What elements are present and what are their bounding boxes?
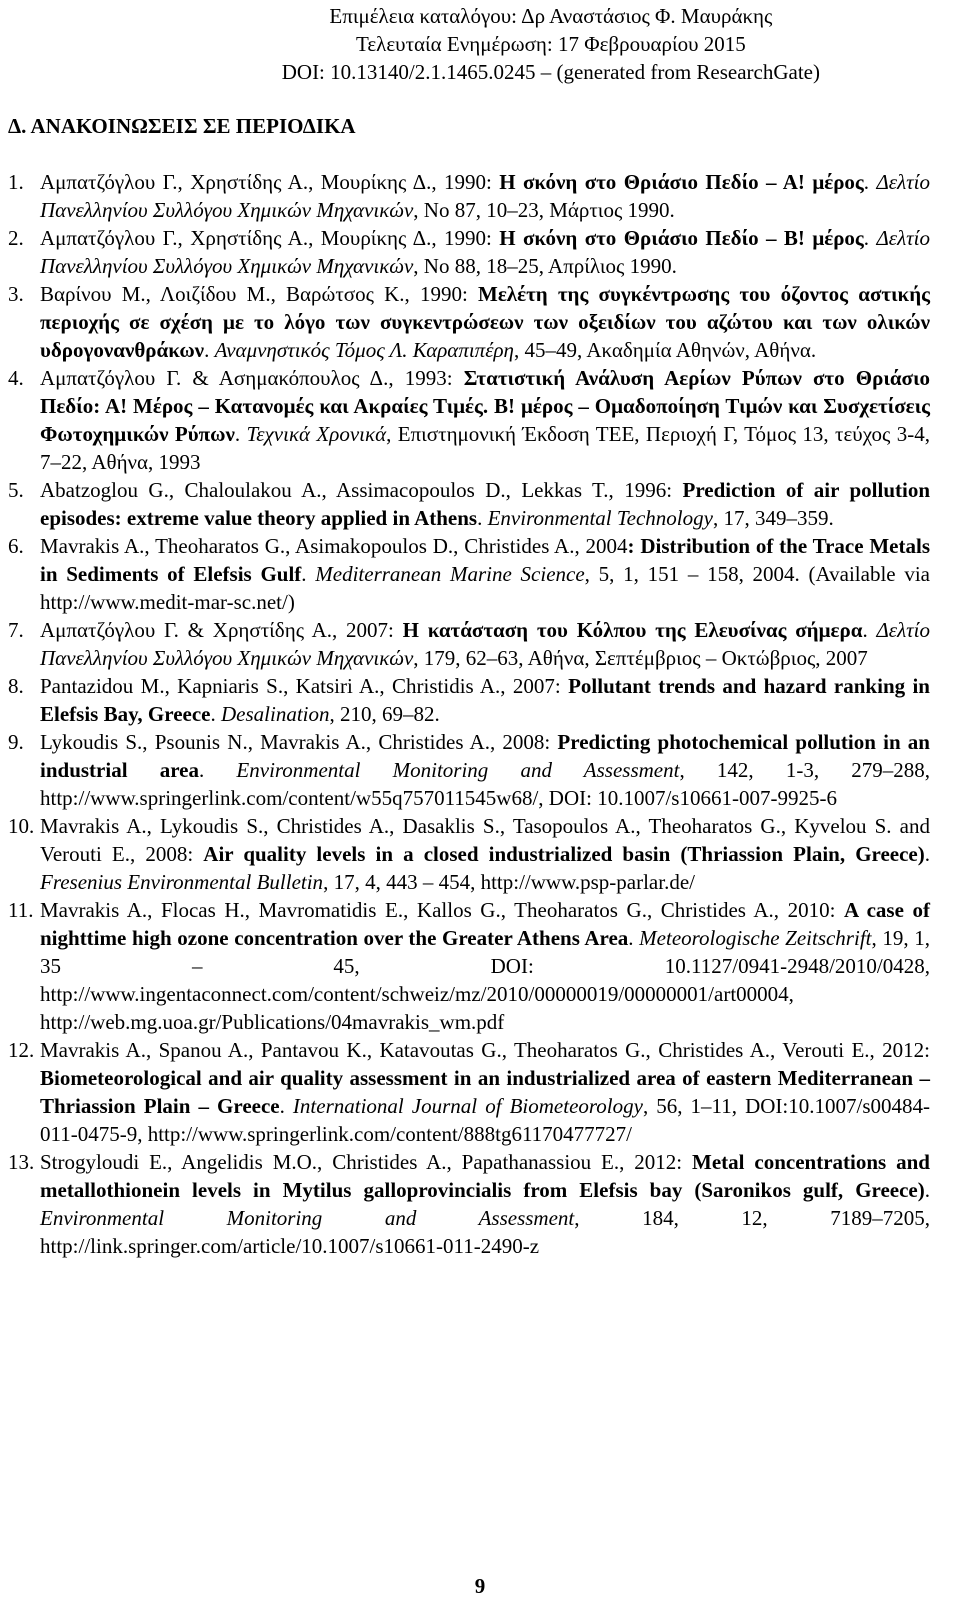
reference-item bbox=[8, 476, 930, 532]
reference-title: Prediction of air pollution episodes: extreme value theory applied in Athens bbox=[40, 478, 931, 530]
reference-journal: Environmental Monitoring and Assessment bbox=[236, 758, 680, 782]
reference-details: , 184, 12, 7189–7205, http://link.springer.com/article/10.1007/s10661-011-2490-z bbox=[40, 1206, 931, 1258]
reference-authors: Mavrakis A., Flocas H., Mavromatidis E., Kallos G., Theoharatos G., Christides A., 2010: bbox=[40, 898, 845, 922]
reference-details: , 17, 4, 443 – 454, http://www.psp-parlar.de/ bbox=[323, 870, 695, 894]
reference-title: Η κατάσταση του Κόλπου της Ελευσίνας σήμερα bbox=[402, 618, 863, 642]
reference-title: Air quality levels in a closed industrialized basin (Thriassion Plain, Greece) bbox=[203, 842, 925, 866]
reference-authors: Mavrakis A., Theoharatos G., Asimakopoulos D., Christides A., 2004 bbox=[40, 534, 628, 558]
reference-separator: . bbox=[279, 1094, 293, 1118]
reference-journal: Environmental Monitoring and Assessment bbox=[40, 1206, 575, 1230]
reference-journal: Δελτίο Πανελληνίου Συλλόγου Χημικών Μηχανικών bbox=[40, 170, 931, 222]
reference-journal: Desalination bbox=[221, 702, 330, 726]
reference-item bbox=[8, 1036, 930, 1148]
reference-authors: Mavrakis A., Spanou A., Pantavou K., Katavoutas G., Theoharatos G., Christides A., Verouti E., 2012: bbox=[40, 1038, 930, 1062]
reference-separator: . bbox=[301, 562, 316, 586]
reference-separator: . bbox=[204, 338, 215, 362]
reference-journal: Mediterranean Marine Science bbox=[315, 562, 585, 586]
reference-title: Στατιστική Ανάλυση Αερίων Ρύπων στο Θριάσιο Πεδίο: Α! Μέρος – Κατανομές και Ακραίες Τιμές. Β! μέρος – Ομαδοποίηση Τιμών και Συσχετίσεις Φωτοχημικών Ρύπων bbox=[40, 366, 930, 446]
reference-number: 4. bbox=[8, 366, 24, 390]
reference-number: 7. bbox=[8, 618, 24, 642]
header-editor-line: Επιμέλεια καταλόγου: Δρ Αναστάσιος Φ. Μαυράκης bbox=[329, 4, 773, 28]
reference-journal: Fresenius Environmental Bulletin bbox=[40, 870, 324, 894]
reference-details: , 5, 1, 151 – 158, 2004. (Available via http://www.medit-mar-sc.net/) bbox=[40, 562, 930, 614]
reference-details: , Νο 88, 18–25, Απρίλιος 1990. bbox=[413, 254, 677, 278]
reference-number: 3. bbox=[8, 282, 24, 306]
reference-separator: . bbox=[210, 702, 221, 726]
reference-number: 13. bbox=[8, 1150, 35, 1174]
reference-title: Predicting photochemical pollution in an industrial area bbox=[40, 730, 930, 782]
reference-number: 2. bbox=[8, 226, 24, 250]
reference-journal: Δελτίο Πανελληνίου Συλλόγου Χημικών Μηχανικών bbox=[40, 226, 931, 278]
reference-journal: Environmental Technology bbox=[487, 506, 713, 530]
reference-journal: Αναμνηστικός Τόμος Λ. Καραπιπέρη bbox=[214, 338, 514, 362]
reference-item bbox=[8, 728, 930, 812]
reference-title: Metal concentrations and metallothionein levels in Mytilus galloprovincialis from Elefsis bay (Saronikos gulf, Greece) bbox=[40, 1150, 930, 1202]
reference-number: 6. bbox=[8, 534, 24, 558]
reference-list bbox=[8, 168, 930, 1260]
reference-separator: . bbox=[863, 226, 877, 250]
reference-number: 8. bbox=[8, 674, 24, 698]
reference-item bbox=[8, 896, 930, 1036]
reference-item bbox=[8, 364, 930, 476]
reference-item bbox=[8, 224, 930, 280]
reference-title: Pollutant trends and hazard ranking in Elefsis Bay, Greece bbox=[40, 674, 930, 726]
reference-separator: . bbox=[234, 422, 247, 446]
reference-item bbox=[8, 672, 930, 728]
reference-details: , 19, 1, 35 – 45, DOI: 10.1127/0941-2948/2010/0428, http://www.ingentaconnect.com/content/schweiz/mz/2010/00000019/00000001/art00004, http://web.mg.uoa.gr/Publications/04mavrakis_wm.pdf bbox=[40, 926, 931, 1034]
reference-title: Biometeorological and air quality assessment in an industrialized area of eastern Mediterranean – Thriassion Plain – Greece bbox=[40, 1066, 930, 1118]
reference-authors: Pantazidou M., Kapniaris S., Katsiri A., Christidis A., 2007: bbox=[40, 674, 569, 698]
reference-item bbox=[8, 280, 930, 364]
reference-journal: Δελτίο Πανελληνίου Συλλόγου Χημικών Μηχανικών bbox=[40, 618, 931, 670]
reference-number: 9. bbox=[8, 730, 24, 754]
reference-title: : Distribution of the Trace Metals in Sediments of Elefsis Gulf bbox=[40, 534, 930, 586]
reference-separator: . bbox=[924, 842, 930, 866]
reference-authors: Αμπατζόγλου Γ. & Χρηστίδης Α., 2007: bbox=[40, 618, 403, 642]
reference-separator: . bbox=[863, 170, 877, 194]
reference-details: , Νο 87, 10–23, Μάρτιος 1990. bbox=[413, 198, 675, 222]
reference-number: 5. bbox=[8, 478, 24, 502]
reference-separator: . bbox=[862, 618, 877, 642]
section-title: Δ. ΑΝΑΚΟΙΝΩΣΕΙΣ ΣΕ ΠΕΡΙΟΔΙΚΑ bbox=[8, 114, 356, 138]
page-header bbox=[282, 2, 820, 86]
reference-item bbox=[8, 532, 930, 616]
reference-authors: Abatzoglou G., Chaloulakou A., Assimacopoulos D., Lekkas T., 1996: bbox=[40, 478, 683, 502]
reference-title: Η σκόνη στο Θριάσιο Πεδίο – Β! μέρος bbox=[499, 226, 864, 250]
reference-title: A case of nighttime high ozone concentration over the Greater Athens Area bbox=[40, 898, 930, 950]
page-number: 9 bbox=[474, 1574, 486, 1598]
reference-details: , Επιστημονική Έκδοση ΤΕΕ, Περιοχή Γ, Τόμος 13, τεύχος 3-4, 7–22, Αθήνα, 1993 bbox=[40, 422, 930, 474]
header-doi-line: DOI: 10.13140/2.1.1465.0245 – (generated from ResearchGate) bbox=[281, 60, 820, 84]
header-update-line: Τελευταία Ενημέρωση: 17 Φεβρουαρίου 2015 bbox=[355, 32, 746, 56]
reference-authors: Αμπατζόγλου Γ., Χρηστίδης Α., Μουρίκης Δ., 1990: bbox=[40, 170, 500, 194]
reference-authors: Lykoudis S., Psounis N., Mavrakis A., Christides A., 2008: bbox=[40, 730, 558, 754]
reference-authors: Αμπατζόγλου Γ. & Ασημακόπουλος Δ., 1993: bbox=[40, 366, 464, 390]
reference-item bbox=[8, 812, 930, 896]
reference-details: , 45–49, Ακαδημία Αθηνών, Αθήνα. bbox=[513, 338, 817, 362]
reference-separator: . bbox=[924, 1178, 930, 1202]
reference-authors: Strogyloudi E., Angelidis M.O., Christides A., Papathanassiou E., 2012: bbox=[40, 1150, 693, 1174]
reference-number: 12. bbox=[8, 1038, 35, 1062]
reference-item bbox=[8, 616, 930, 672]
reference-authors: Αμπατζόγλου Γ., Χρηστίδης Α., Μουρίκης Δ., 1990: bbox=[40, 226, 500, 250]
reference-details: , 179, 62–63, Αθήνα, Σεπτέμβριος – Οκτώβριος, 2007 bbox=[413, 646, 868, 670]
reference-journal: Meteorologische Zeitschrift bbox=[639, 926, 872, 950]
reference-authors: Βαρίνου Μ., Λοιζίδου Μ., Βαρώτσος Κ., 1990: bbox=[40, 282, 478, 306]
reference-separator: . bbox=[477, 506, 488, 530]
reference-authors: Mavrakis A., Lykoudis S., Christides A., Dasaklis S., Tasopoulos A., Theoharatos G., Kyvelou S. and Verouti E., 2008: bbox=[40, 814, 930, 866]
reference-details: , 142, 1-3, 279–288, http://www.springerlink.com/content/w55q757011545w68/, DOI: 10.1007/s10661-007-9925-6 bbox=[40, 758, 930, 810]
reference-item bbox=[8, 168, 930, 224]
reference-number: 10. bbox=[8, 814, 35, 838]
reference-details: , 17, 349–359. bbox=[712, 506, 834, 530]
reference-number: 1. bbox=[8, 170, 24, 194]
reference-title: Η σκόνη στο Θριάσιο Πεδίο – Α! μέρος bbox=[499, 170, 864, 194]
reference-journal: Τεχνικά Χρονικά bbox=[246, 422, 387, 446]
reference-separator: . bbox=[628, 926, 640, 950]
reference-details: , 210, 69–82. bbox=[329, 702, 440, 726]
reference-title: Μελέτη της συγκέντρωσης του όζοντος αστικής περιοχής σε σχέση με το λόγο των συγκεντρώσεων των οξειδίων του αζώτου και των ολικών υδρογονανθράκων bbox=[40, 282, 930, 362]
reference-details: , 56, 1–11, DOI:10.1007/s00484-011-0475-9, http://www.springerlink.com/content/888tg61170477727/ bbox=[40, 1094, 930, 1146]
reference-journal: International Journal of Biometeorology bbox=[292, 1094, 643, 1118]
reference-separator: . bbox=[198, 758, 237, 782]
reference-number: 11. bbox=[8, 898, 34, 922]
reference-item bbox=[8, 1148, 930, 1260]
